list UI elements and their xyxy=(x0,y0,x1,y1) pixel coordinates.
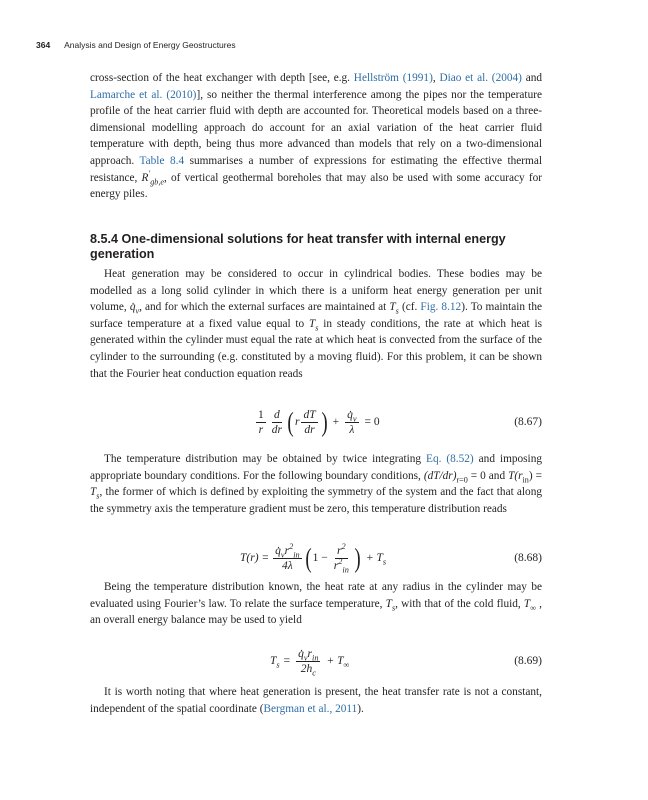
symbol-subscript: c xyxy=(312,667,316,677)
fraction-dt-over-dr xyxy=(301,409,317,436)
text-run: , and for which the external surfaces are maintained at xyxy=(139,301,390,314)
symbol-subscript: ∞ xyxy=(530,602,536,612)
symbol-subscript: s xyxy=(395,306,399,316)
text-run: cross-section of the heat exchanger with depth [see, e.g. xyxy=(90,72,354,84)
symbol-subscript: v xyxy=(135,306,140,316)
text-run: and xyxy=(521,72,543,84)
text-run: and imposing appropriate boundary conditions. For the following boundary conditions, xyxy=(90,453,542,482)
denominator: λ xyxy=(349,423,355,436)
fraction-d-over-dr xyxy=(270,409,284,436)
boundary-condition-1: (dT/dr) xyxy=(423,469,457,482)
paragraph-1 xyxy=(90,70,542,203)
fraction-r2-over-rin2 xyxy=(332,541,351,574)
equals-zero: = 0 xyxy=(364,416,380,428)
text-run: in steady conditions, the rate at which heat is generated within the cylinder must equal the rate at which heat is convected from the surface of the cylinder to the surrounding (e.g. constituted by a moving fluid). For this problem, it can be shown that the Fourier heat conduction equation reads xyxy=(90,317,542,380)
variable-r: r xyxy=(294,416,300,428)
paragraph-5 xyxy=(90,684,542,717)
denominator: r xyxy=(258,423,264,436)
left-paren: ( xyxy=(305,542,312,573)
text-run: summarises a number of expressions for estimating the effective thermal resistance, xyxy=(90,154,542,184)
symbol-q: q̇ xyxy=(275,544,281,557)
numerator xyxy=(296,648,320,662)
symbol-subscript: s xyxy=(382,557,387,567)
symbol-square: 2 xyxy=(338,556,343,566)
symbol-subscript: v xyxy=(352,413,357,423)
table-link-8-4[interactable]: Table 8.4 xyxy=(139,154,185,167)
symbol-subscript: s xyxy=(315,323,319,333)
symbol-subscript: in xyxy=(522,474,529,484)
symbol-q: q̇ xyxy=(298,647,304,660)
plus-t: + T xyxy=(365,552,383,564)
citation-link-diao[interactable]: Diao et al. (2004) xyxy=(439,72,522,84)
plus-t: + T xyxy=(326,655,344,667)
equation-body xyxy=(240,535,390,581)
paragraph-2 xyxy=(90,266,542,382)
plus-ts xyxy=(365,552,387,567)
text-run: (cf. xyxy=(398,301,421,314)
text-run: , with that of the cold fluid, xyxy=(395,597,524,610)
equals-sign: = xyxy=(283,655,291,667)
numerator xyxy=(345,409,358,423)
equation-8-67 xyxy=(90,400,542,444)
symbol-letter: T xyxy=(523,597,531,610)
boundary-condition-2: T(r xyxy=(508,469,523,482)
symbol-letter: T xyxy=(389,301,396,314)
paragraph-4 xyxy=(90,579,542,629)
numerator: dT xyxy=(303,408,316,421)
symbol-subscript: s xyxy=(96,491,100,501)
text-run: ) = xyxy=(528,469,542,482)
symbol-letter: q̇ xyxy=(129,301,136,314)
text-run: Being the temperature distribution known, the heat rate at any radius in the cylinder may be evaluated using Fourier’s law. To relate the surface temperature, xyxy=(90,581,542,610)
symbol-r: r xyxy=(337,544,342,557)
text-run: = 0 and xyxy=(467,469,509,482)
lhs xyxy=(270,655,280,670)
symbol-2h: 2h xyxy=(300,662,313,675)
symbol-square: 2 xyxy=(289,541,294,551)
right-paren: ) xyxy=(320,406,328,437)
symbol-letter: R xyxy=(141,171,149,184)
citation-link-lamarche[interactable]: Lamarche et al. (2010) xyxy=(90,88,197,101)
denominator xyxy=(299,662,318,675)
denominator: 4λ xyxy=(282,559,293,572)
denominator: dr xyxy=(304,423,315,436)
text-run: , an overall energy balance may be used to yield xyxy=(90,597,542,627)
fraction-1-over-r xyxy=(256,409,266,436)
running-title: Analysis and Design of Energy Geostructures xyxy=(64,40,236,50)
symbol-square: 2 xyxy=(341,541,346,551)
text-run: Heat generation may be considered to occur in cylindrical bodies. These bodies may be modelled as a long solid cylinder in which there is a uniform heat energy generation per unit volume, xyxy=(90,268,542,314)
right-paren: ) xyxy=(354,542,361,573)
symbol-subscript: in xyxy=(312,652,319,662)
symbol-subscript: in xyxy=(293,549,300,559)
symbol-q: q̇ xyxy=(347,408,353,421)
equation-number: (8.69) xyxy=(514,655,542,667)
section-heading: 8.5.4 One-dimensional solutions for heat transfer with internal energy generation xyxy=(90,232,506,261)
symbol-prime: ′ xyxy=(148,168,151,178)
numerator: d xyxy=(273,408,280,421)
symbol-letter: T xyxy=(270,655,277,667)
one-minus: 1 − xyxy=(312,552,328,564)
fraction-qv-rin-over-4lambda xyxy=(273,541,301,572)
running-header xyxy=(36,40,236,50)
text-run: ). xyxy=(357,702,364,715)
symbol-subscript: s xyxy=(276,660,280,670)
symbol-letter: T xyxy=(385,597,392,610)
plus-t-infinity xyxy=(326,655,350,670)
symbol-r: r xyxy=(333,559,339,572)
lhs: T(r) = xyxy=(240,552,270,564)
paragraph-3 xyxy=(90,451,542,517)
numerator: 1 xyxy=(258,408,264,421)
left-paren: ( xyxy=(287,406,294,437)
text-run: ). To maintain the surface temperature at a fixed value equal to xyxy=(90,301,542,330)
equation-8-68 xyxy=(90,535,542,581)
numerator xyxy=(273,541,301,559)
equation-link-8-52[interactable]: Eq. (8.52) xyxy=(426,453,474,465)
symbol-r-prime xyxy=(141,168,164,186)
symbol-t-infinity xyxy=(524,598,536,610)
equation-number: (8.68) xyxy=(514,552,542,564)
page-number: 364 xyxy=(36,40,51,50)
text-run: The temperature distribution may be obtained by twice integrating xyxy=(104,453,427,465)
symbol-letter: T xyxy=(309,317,316,330)
citation-link-bergman[interactable]: Bergman et al., 2011 xyxy=(263,702,358,715)
text-run: It is worth noting that where heat generation is present, the heat transfer rate is not a constant, independent of the spatial coordinate ( xyxy=(90,686,542,715)
symbol-r: r xyxy=(307,647,313,660)
plus-sign: + xyxy=(332,416,340,428)
text-run: , xyxy=(432,72,440,84)
symbol-subscript: ∞ xyxy=(343,660,350,670)
equation-body xyxy=(254,400,384,444)
symbol-ts xyxy=(386,598,395,610)
symbol-subscript: v xyxy=(303,652,308,662)
fraction-qv-rin-over-2hc xyxy=(296,648,320,675)
text-run: ], so neither the thermal interference among the pipes nor the temperature profile of the heat carrier fluid with depth are accounted for. Theoretical models based on a three-dimensional modelling approach do account for an axial variation of the heat carrier fluid temperature with depth, being thus more advanced than models that rely on a two-dimensional approach. xyxy=(90,88,542,167)
text-run: , the former of which is defined by exploiting the symmetry of the system and the fact that along the symmetry axis the temperature gradient must be zero, this temperature distribution reads xyxy=(90,486,542,515)
symbol-subscript: r=0 xyxy=(456,474,468,484)
symbol-subscript: in xyxy=(342,564,349,574)
figure-link-8-12[interactable]: Fig. 8.12 xyxy=(420,301,462,314)
symbol-letter: T xyxy=(90,486,97,499)
symbol-qv xyxy=(129,301,140,316)
symbol-subscript: s xyxy=(391,602,396,612)
denominator: dr xyxy=(271,423,282,436)
symbol-subscript: gb,e xyxy=(150,176,164,186)
equation-body xyxy=(270,640,353,682)
symbol-ts xyxy=(389,301,399,316)
equation-number: (8.67) xyxy=(514,416,542,428)
equation-8-69 xyxy=(90,640,542,682)
fraction-qv-over-lambda xyxy=(345,409,358,436)
citation-link-hellstrom[interactable]: Hellström (1991) xyxy=(353,72,433,84)
denominator xyxy=(332,556,351,574)
symbol-r: r xyxy=(284,544,290,557)
symbol-subscript: v xyxy=(280,549,285,559)
text-run: , of vertical geothermal boreholes that may also be used with some accuracy for energy piles. xyxy=(90,171,542,201)
